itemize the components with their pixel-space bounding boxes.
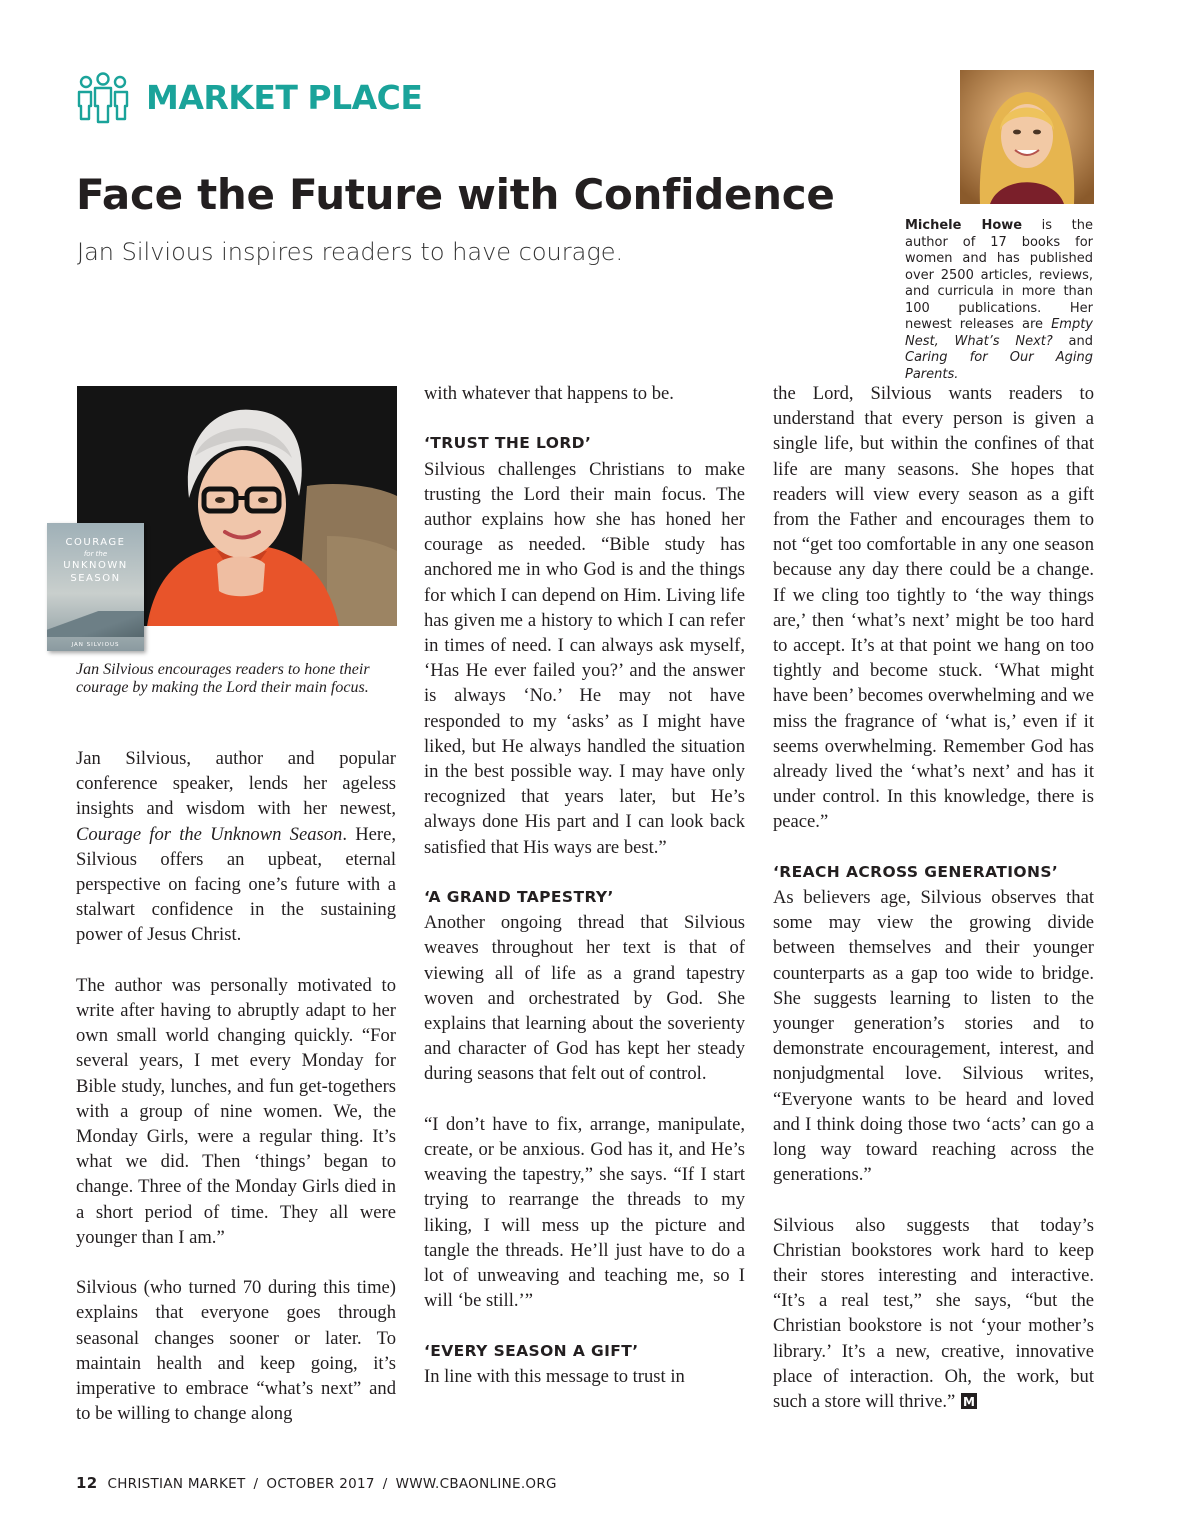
- body-paragraph: As believers age, Silvious observes that some may view the growing divide between themselves and their younger counterparts as a gap too wide to bridge. She suggests learning to listen to the younger generation’s stories and to demonstrate encouragement, interest, and nonjudgmental love. Silvious writes, “Everyone wants to be heard and loved and I think doing those two ‘acts’ can go a long way toward reaching across the generations.”: [773, 887, 1094, 1186]
- end-mark-letter: M: [963, 1395, 976, 1410]
- book-cover-title-3: UNKNOWN: [63, 560, 128, 571]
- book-cover-title-4: SEASON: [70, 573, 121, 584]
- author-name: Michele Howe: [905, 218, 1023, 233]
- article-column-3: [773, 381, 1094, 1414]
- article-column-1: [76, 746, 396, 1426]
- author-book-1: Empty Nest, What’s Next?: [905, 317, 1093, 349]
- photo-caption: Jan Silvious encourages readers to hone their courage by making the Lord their main focus.: [76, 661, 370, 696]
- author-bio: [905, 218, 1093, 383]
- page-footer: [76, 1474, 557, 1492]
- footer-magazine: CHRISTIAN MARKET: [107, 1476, 246, 1492]
- body-paragraph: Silvious challenges Christians to make trusting the Lord their main focus. The author explains how she has honed her courage as needed. “Bible study has anchored me in who God is and the things for which I can depend on Him. Living life has given me a history to which I can refer in times of need. I can always ask myself, ‘Has He ever failed you?’ and the answer is always ‘No.’ He may not have responded to my ‘asks’ as I might have liked, but He always handled the situation in the best possible way. I may have only recognized that years later, but He’s always done His part and I can look back satisfied that His ways are best.”: [424, 458, 745, 858]
- footer-separator: /: [253, 1476, 259, 1492]
- article-column-2: [424, 381, 745, 1389]
- book-title-italic: Courage for the Unknown Season: [76, 823, 343, 845]
- body-paragraph: the Lord, Silvious wants readers to understand that every person is given a single life, but within the confines of that life are many seasons. She hopes that readers will view every season as a gift from the Father and encourages them to not “get too comfortable in any one season because any day there could be a change. If we cling too tightly to ‘the way things are,’ then ‘what’s next’ might be too hard to accept. It’s at that point we hang on too tightly and become stuck. ‘What might have been’ becomes overwhelming and we miss the fragrance of ‘what is,’ even if it seems overwhelming. Remember God has already lived the ‘what’s next’ and has it under control. In this knowledge, there is peace.”: [773, 383, 1094, 833]
- end-mark-icon: [961, 1393, 977, 1409]
- author-bio-text: is the author of 17 books for women and has published over 2500 articles, reviews, and curricula in more than 100 publications. Her newest releases are: [905, 218, 1093, 332]
- subheading-reach-across: ‘REACH ACROSS GENERATIONS’: [773, 862, 1059, 881]
- body-paragraph: with whatever that happens to be.: [424, 383, 674, 404]
- body-text: Silvious also suggests that today’s Christian bookstores work hard to keep their stores interesting and interactive. “It’s a real test,” she says, “but the Christian bookstore is not ‘your mother’s library.’ It’s a new, creative, innovative place of interaction. Oh, the work, but such a store will thrive.”: [773, 1214, 1094, 1413]
- subheading-grand-tapestry: ‘A GRAND TAPESTRY’: [424, 888, 614, 907]
- author-bio-and: and: [1052, 333, 1094, 349]
- body-paragraph: The author was personally motivated to write after having to abruptly adapt to her own small world changing quickly. “For several years, I met every Monday for Bible study, lunches, and fun get-togethers with a group of nine women. We, the Monday Girls, were a regular thing. It’s what we did. Then ‘things’ began to change. Three of the Monday Girls died in a short period of time. They all were younger than I am.”: [76, 974, 396, 1248]
- section-word-market: MARKET: [146, 78, 298, 117]
- section-word-place: PLACE: [307, 78, 423, 117]
- author-book-2: Caring for Our Aging Parents.: [905, 350, 1093, 382]
- subheading-trust-the-lord: ‘TRUST THE LORD’: [424, 434, 592, 453]
- footer-url[interactable]: WWW.CBAONLINE.ORG: [395, 1476, 557, 1492]
- body-paragraph: [773, 1213, 1094, 1415]
- section-label: [146, 78, 422, 117]
- book-cover-author: JAN SILVIOUS: [71, 642, 120, 648]
- book-cover-image: [47, 523, 144, 651]
- body-paragraph: [76, 746, 396, 948]
- body-paragraph: Another ongoing thread that Silvious weaves throughout her text is that of viewing all of life as a grand tapestry woven and orchestrated by God. She explains that learning about the soverienty and character of God has kept her steady during seasons that felt out of control.: [424, 912, 745, 1085]
- body-paragraph: In line with this message to trust in: [424, 1365, 685, 1387]
- subheading-every-season: ‘EVERY SEASON A GIFT’: [424, 1341, 639, 1360]
- footer-separator: /: [382, 1476, 388, 1492]
- people-logo-icon: [76, 70, 130, 124]
- article-title: Face the Future with Confidence: [76, 170, 835, 219]
- body-paragraph: Silvious (who turned 70 during this time) explains that everyone goes through seasonal changes sooner or later. To maintain health and keep going, it’s imperative to embrace “what’s next” and to be willing to change along: [76, 1277, 396, 1425]
- body-text: Jan Silvious, author and popular conference speaker, lends her ageless insights and wisdom with her newest,: [76, 748, 396, 820]
- author-portrait-image: [960, 70, 1094, 204]
- book-cover-title-2: for the: [83, 550, 108, 558]
- body-text: . Here, Silvious offers an upbeat, eternal perspective on facing one’s future with a stalwart confidence in the sustaining power of Jesus Christ.: [76, 823, 396, 946]
- book-cover-title-1: COURAGE: [65, 537, 126, 548]
- body-paragraph: “I don’t have to fix, arrange, manipulate, create, or be anxious. God has it, and He’s weaving the tapestry,” she says. “If I start trying to rearrange the threads to my liking, I will mess up the picture and tangle the threads. He’ll just have to do a lot of unweaving and teaching me, so I will ‘be still.’”: [424, 1113, 745, 1312]
- article-subtitle: Jan Silvious inspires readers to have courage.: [77, 238, 624, 266]
- book-cover-mountains: [47, 611, 144, 637]
- footer-issue: OCTOBER 2017: [266, 1476, 375, 1492]
- page-number: 12: [76, 1474, 98, 1492]
